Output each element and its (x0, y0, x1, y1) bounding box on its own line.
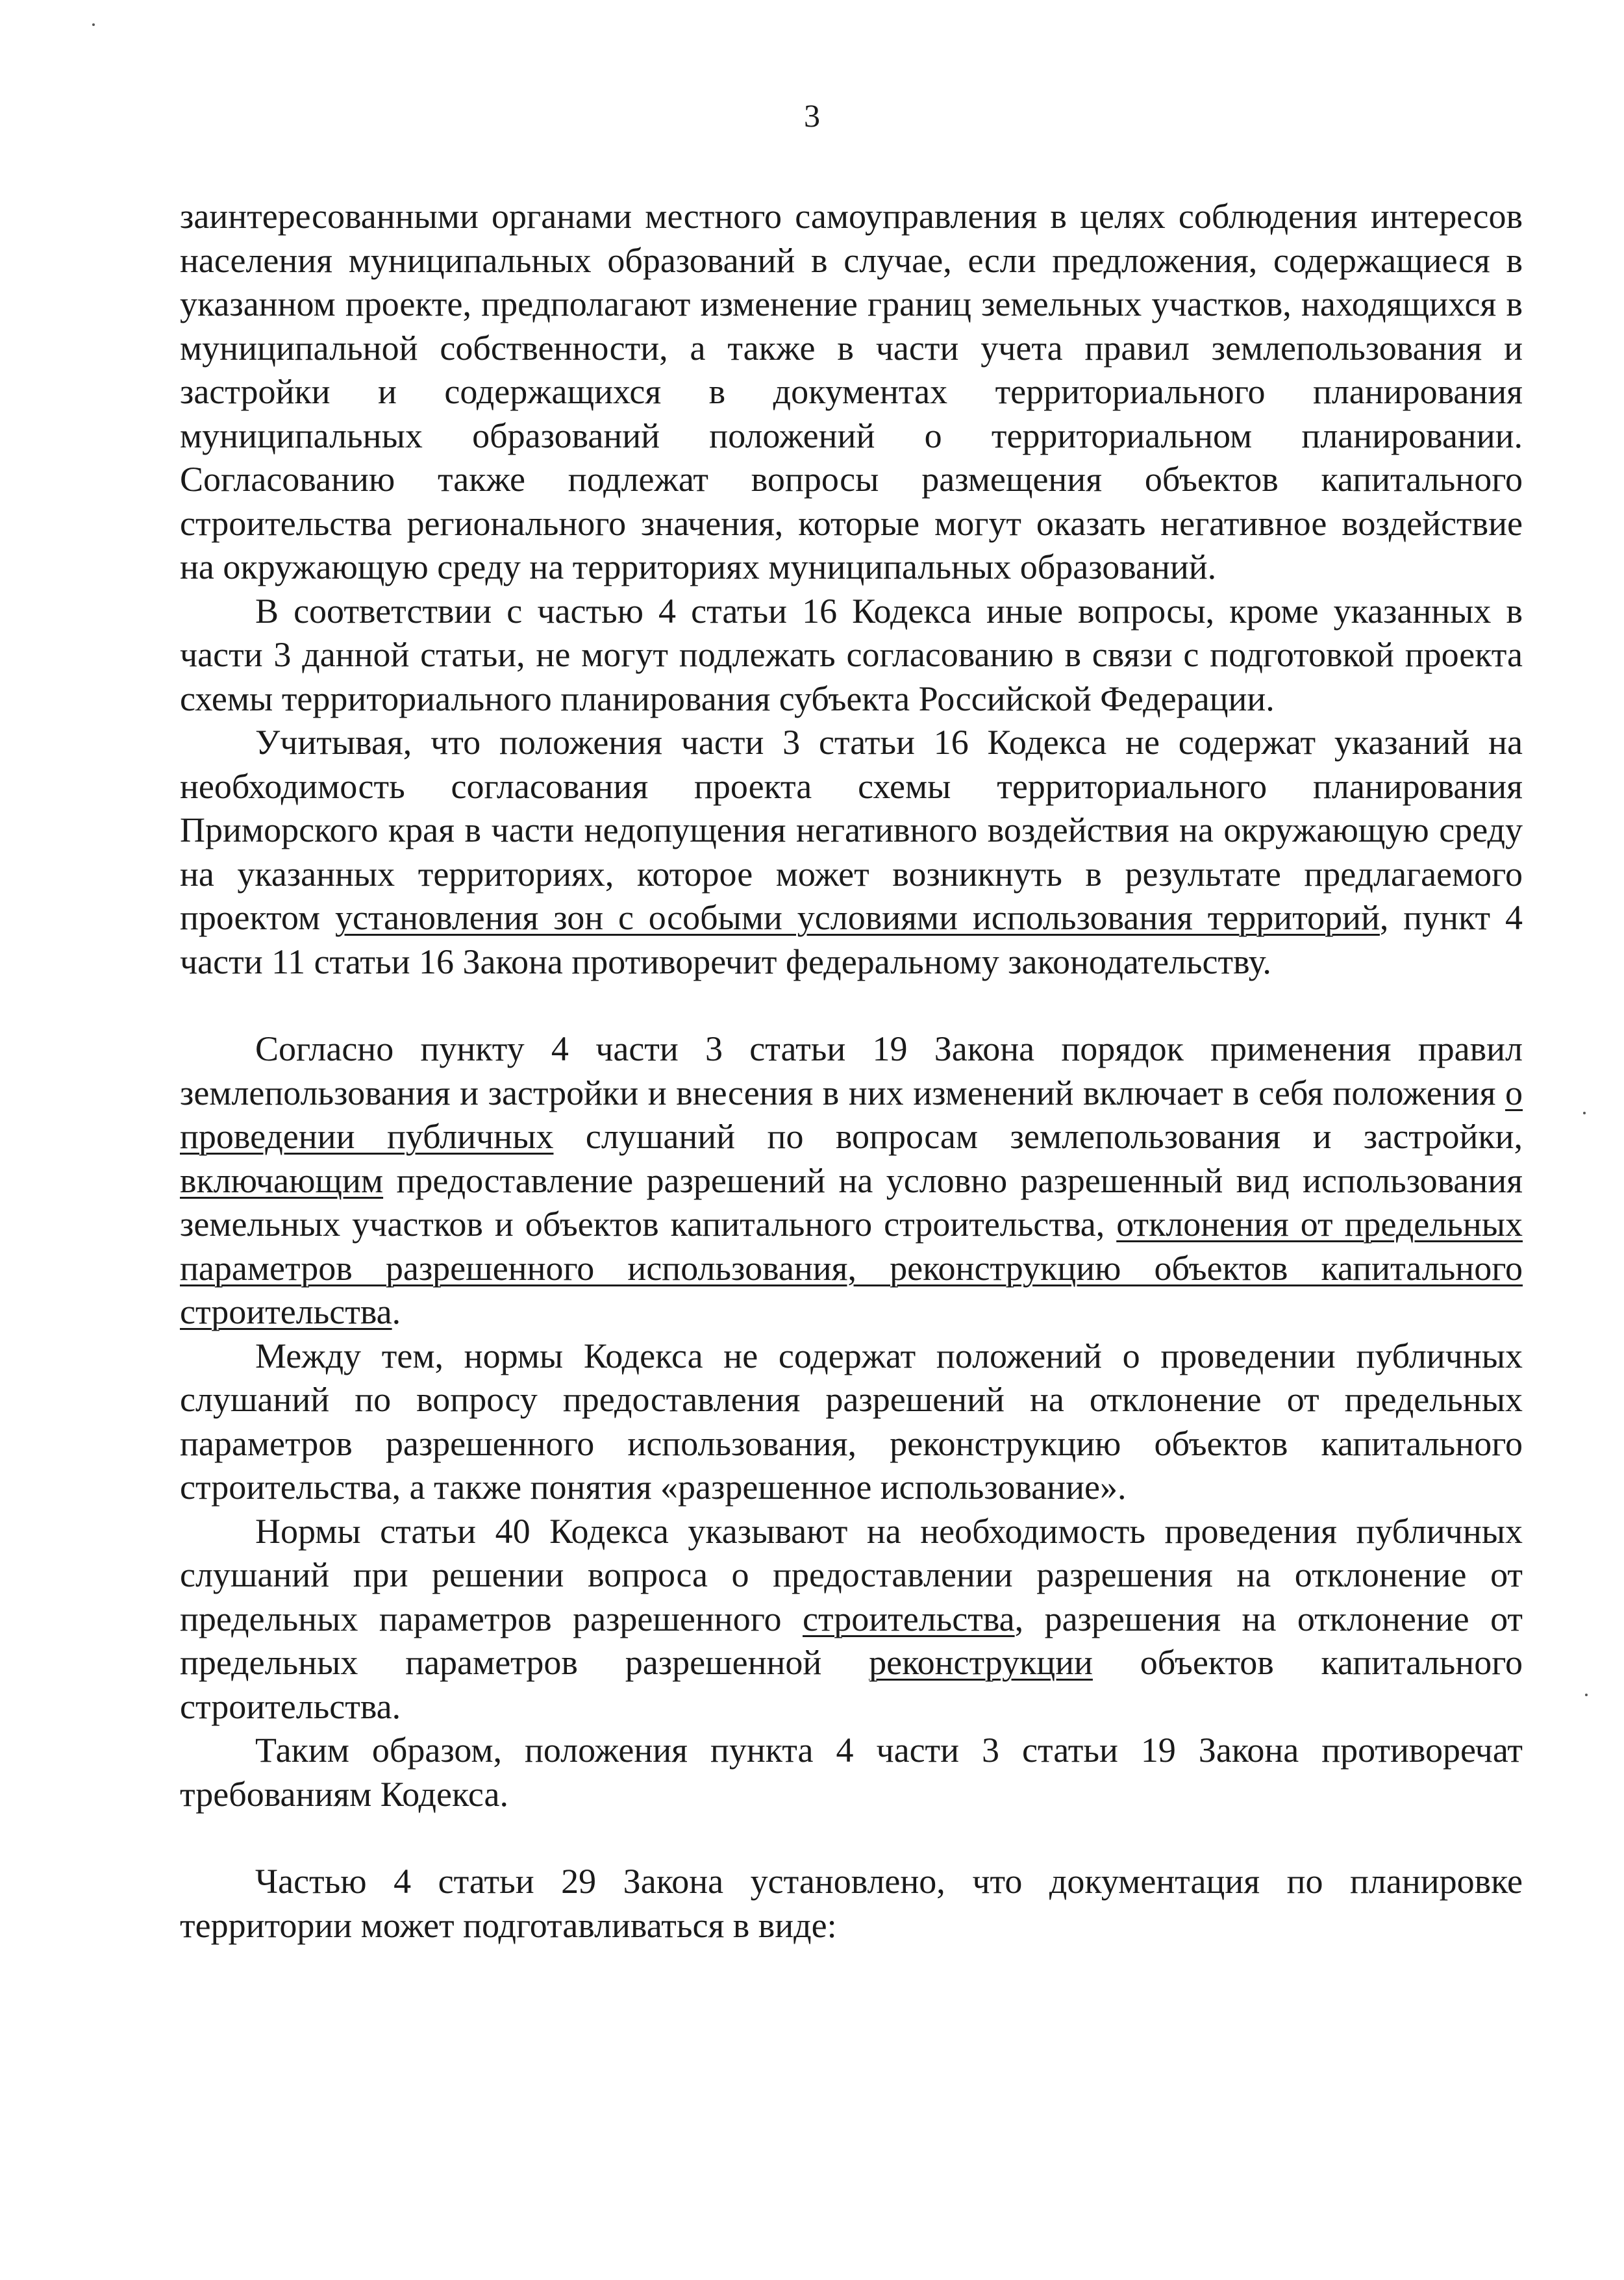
paragraph-4-text: Согласно пункту 4 части 3 статьи 19 Закона порядок применения правил землепользования и застройки и внесения в них изменений включает в себя положения (180, 1029, 1523, 1112)
paragraph-3-text-end: , пункт 4 части 11 статьи 16 Закона противоречит федеральному законодательству. (180, 898, 1523, 981)
document-body (180, 195, 1523, 1948)
underlined-phrase: реконструкции (869, 1643, 1093, 1682)
paragraph-6-text: объектов капитального строительства. (180, 1643, 1523, 1726)
underlined-phrase: включающим (180, 1160, 384, 1200)
paragraph-4 (180, 1027, 1523, 1334)
paragraph-8: Частью 4 статьи 29 Закона установлено, что документация по планировке территории может подготавливаться в виде: (180, 1862, 1523, 1945)
paragraph-7: Таким образом, положения пункта 4 части 3 статьи 19 Закона противоречат требованиям Кодекса. (180, 1731, 1523, 1814)
paragraph-3-text: Учитывая, что положения части 3 статьи 16 Кодекса не содержат указаний на необходимость согласования проекта схемы территориального планирования Приморского края в части недопущения негативного воздействия на окружающую среду на указанных территориях, которое может возникнуть в результате предлагаемого проектом (180, 723, 1523, 937)
underlined-phrase: строительства (803, 1599, 1015, 1638)
page-number: 3 (804, 97, 820, 134)
paragraph-5: Между тем, нормы Кодекса не содержат положений о проведении публичных слушаний по вопросу предоставления разрешений на отклонение от предельных параметров разрешенного использования, реконструкцию объектов капитального строительства, а также понятия «разрешенное использование». (180, 1336, 1523, 1507)
paragraph-2: В соответствии с частью 4 статьи 16 Кодекса иные вопросы, кроме указанных в части 3 данной статьи, не могут подлежать согласованию в связи с подготовкой проекта схемы территориального планирования субъекта Российской Федерации. (180, 591, 1523, 718)
scan-speck (1585, 1694, 1588, 1696)
paragraph-4-text: предоставление разрешений на условно разрешенный вид использования земельных участков и объектов капитального строительства, (180, 1160, 1523, 1244)
underlined-phrase: о проведении публичных (180, 1073, 1523, 1156)
paragraph-6-text: Нормы статьи 40 Кодекса указывают на необходимость проведения публичных слушаний при решении вопроса о предоставлении разрешения на отклонение от предельных параметров разрешенного (180, 1511, 1523, 1638)
paragraph-4-text: слушаний по вопросам землепользования и застройки, (553, 1117, 1523, 1156)
paragraph-1: заинтересованными органами местного самоуправления в целях соблюдения интересов населения муниципальных образований в случае, если предложения, содержащиеся в указанном проекте, предполагают изменение границ земельных участков, находящихся в муниципальной собственности, а также в части учета правил землепользования и застройки и содержащихся в документах территориального планирования муниципальных образований положений о территориальном планировании. Согласованию также подлежат вопросы размещения объектов капитального строительства регионального значения, которые могут оказать негативное воздействие на окружающую среду на территориях муниципальных образований. (180, 197, 1523, 586)
paragraph-6 (180, 1510, 1523, 1729)
scan-speck (1583, 1112, 1586, 1114)
paragraph-3 (180, 721, 1523, 984)
underlined-phrase: отклонения от предельных параметров разрешенного использования, реконструкцию объектов капитального строительства (180, 1205, 1523, 1331)
underlined-phrase: установления зон с особыми условиями использования территорий (334, 898, 1380, 937)
paragraph-4-text: . (392, 1292, 401, 1331)
scan-speck (92, 23, 95, 26)
paragraph-6-text: , разрешения на отклонение от предельных параметров разрешенной (180, 1599, 1523, 1682)
